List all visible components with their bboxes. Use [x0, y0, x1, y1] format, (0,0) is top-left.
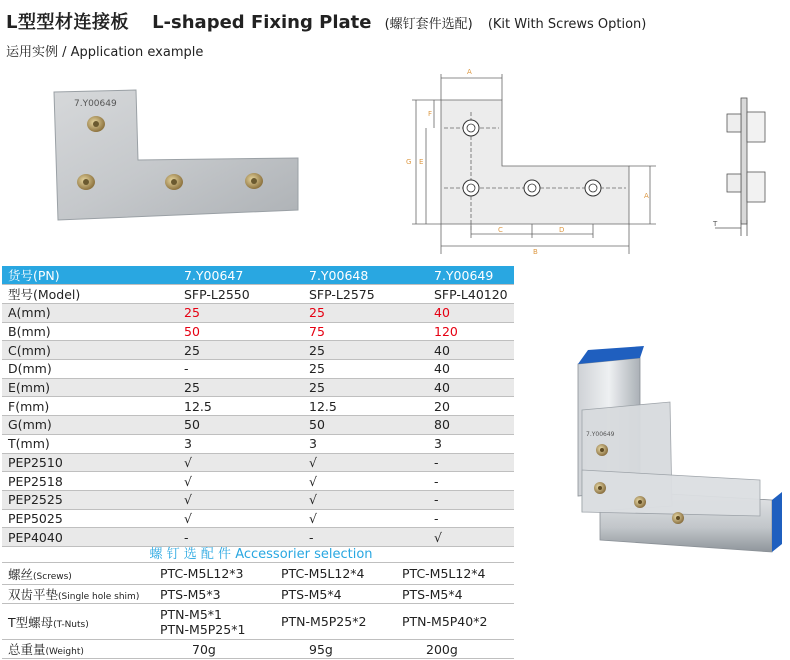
table-cell: 25 [263, 341, 388, 360]
side-view-drawing [705, 92, 780, 242]
table-cell: PTN-M5P25*2 [273, 604, 394, 640]
table-cell: - [388, 509, 514, 528]
screw-icon [594, 482, 606, 494]
table-cell: PTS-M5*4 [273, 585, 394, 604]
row-label [2, 640, 152, 659]
accessories-title: 螺 钉 选 配 件 Accessorier selection [2, 543, 514, 563]
table-cell: √ [138, 509, 263, 528]
application-marking-text: 7.Y00649 [586, 431, 615, 438]
table-cell: 20 [388, 397, 514, 416]
table-cell: √ [263, 453, 388, 472]
table-cell: PTN-M5P40*2 [394, 604, 514, 640]
row-label-cn: T型螺母 [8, 614, 54, 630]
column-header: 7.Y00648 [263, 266, 388, 285]
table-cell: 50 [263, 416, 388, 435]
table-cell: 70g [152, 640, 273, 659]
row-label: T(mm) [2, 434, 138, 453]
row-label-cn: 总重量 [8, 642, 46, 657]
row-label-cn: 双齿平垫 [8, 587, 59, 602]
table-row [2, 378, 514, 397]
table-row [2, 285, 514, 304]
row-label [2, 585, 152, 604]
table-cell: 25 [263, 378, 388, 397]
table-row [2, 453, 514, 472]
dim-label-a-side: A [644, 192, 649, 200]
table-cell: 3 [388, 434, 514, 453]
table-cell: - [388, 472, 514, 491]
table-row [2, 490, 514, 509]
row-label: PEP5025 [2, 509, 138, 528]
accessories-table [2, 543, 514, 659]
hole-icon [463, 180, 479, 196]
application-label: 运用实例 / Application example [6, 45, 204, 60]
column-header: 7.Y00647 [138, 266, 263, 285]
table-cell: - [138, 360, 263, 379]
dim-label-d: D [559, 226, 565, 234]
table-cell: - [263, 528, 388, 547]
table-row [2, 604, 514, 640]
row-label-en: (T-Nuts) [53, 619, 89, 630]
table-cell: √ [138, 490, 263, 509]
row-label: D(mm) [2, 360, 138, 379]
table-row [2, 640, 514, 659]
table-row [2, 585, 514, 604]
screw-icon [672, 512, 684, 524]
table-cell: 40 [388, 378, 514, 397]
table-cell: 25 [138, 378, 263, 397]
subtitle-en: (Kit With Screws Option) [487, 17, 647, 32]
table-cell: 25 [138, 304, 263, 323]
row-label: G(mm) [2, 416, 138, 435]
table-cell: √ [263, 509, 388, 528]
hole-icon [585, 180, 601, 196]
table-cell: √ [138, 472, 263, 491]
dim-label-c: C [498, 226, 503, 234]
dim-label-b: B [533, 248, 538, 256]
table-row [2, 563, 514, 585]
table-cell: 40 [388, 341, 514, 360]
cell-line: PTN-M5P25*1 [160, 621, 246, 637]
table-cell: √ [138, 453, 263, 472]
dim-label-a-top: A [467, 68, 472, 76]
table-cell: 80 [388, 416, 514, 435]
row-label: B(mm) [2, 322, 138, 341]
screw-icon [245, 173, 263, 189]
table-cell: 3 [138, 434, 263, 453]
table-cell: SFP-L2575 [263, 285, 388, 304]
table-row [2, 341, 514, 360]
row-label: PEP2525 [2, 490, 138, 509]
application-photo [560, 340, 785, 562]
table-cell: √ [388, 528, 514, 547]
part-marking-text: 7.Y00649 [74, 99, 117, 109]
dimension-drawing [404, 60, 664, 260]
screw-icon [596, 444, 608, 456]
table-row [2, 304, 514, 323]
dim-label-t: T [713, 220, 718, 228]
table-row [2, 416, 514, 435]
table-row [2, 472, 514, 491]
table-cell: 50 [138, 322, 263, 341]
table-row [2, 397, 514, 416]
table-cell: √ [263, 472, 388, 491]
row-label: A(mm) [2, 304, 138, 323]
table-row [2, 509, 514, 528]
table-cell: 120 [388, 322, 514, 341]
table-row [2, 322, 514, 341]
row-label: E(mm) [2, 378, 138, 397]
screw-icon [165, 174, 183, 190]
table-cell: 40 [388, 304, 514, 323]
row-label: PEP4040 [2, 528, 138, 547]
subtitle-cn: (螺钉套件选配) [384, 17, 473, 32]
table-cell: PTC-M5L12*4 [394, 563, 514, 585]
table-cell: 25 [138, 341, 263, 360]
table-cell: 75 [263, 322, 388, 341]
table-row [2, 434, 514, 453]
dim-label-e: E [419, 158, 424, 166]
row-label [2, 604, 152, 640]
row-label-cn: 螺丝 [8, 566, 34, 582]
page-title [6, 8, 646, 34]
dim-label-f: F [428, 110, 433, 118]
table-cell: PTS-M5*3 [152, 585, 273, 604]
table-cell: PTC-M5L12*3 [152, 563, 273, 585]
table-cell: SFP-L40120 [388, 285, 514, 304]
table-cell: - [388, 490, 514, 509]
table-cell: 25 [263, 360, 388, 379]
table-cell: - [138, 528, 263, 547]
table-cell: 95g [273, 640, 394, 659]
cell-line: PTN-M5*1 [160, 606, 222, 622]
column-header: 7.Y00649 [388, 266, 514, 285]
row-label-en: (Single hole shim) [58, 592, 140, 602]
screw-icon [634, 496, 646, 508]
table-cell: √ [263, 490, 388, 509]
product-photo [48, 88, 308, 224]
row-label: F(mm) [2, 397, 138, 416]
table-cell: 12.5 [138, 397, 263, 416]
screw-icon [77, 174, 95, 190]
row-label: PEP2518 [2, 472, 138, 491]
table-cell [152, 604, 273, 640]
table-cell: 40 [388, 360, 514, 379]
table-cell: 50 [138, 416, 263, 435]
column-header: 货号(PN) [2, 266, 138, 285]
title-cn: L型型材连接板 [6, 12, 129, 33]
table-cell: 12.5 [263, 397, 388, 416]
spec-table [2, 266, 514, 547]
table-header-row [2, 266, 514, 285]
hole-icon [524, 180, 540, 196]
table-row [2, 360, 514, 379]
dim-label-g: G [406, 158, 412, 166]
table-cell: - [388, 453, 514, 472]
row-label-en: (Screws) [33, 571, 72, 582]
table-cell: 3 [263, 434, 388, 453]
table-cell: 200g [394, 640, 514, 659]
title-en: L-shaped Fixing Plate [152, 12, 372, 33]
row-label: C(mm) [2, 341, 138, 360]
hole-icon [463, 120, 479, 136]
row-label [2, 563, 152, 585]
table-cell: SFP-L2550 [138, 285, 263, 304]
row-label: PEP2510 [2, 453, 138, 472]
row-label-en: (Weight) [45, 647, 84, 657]
table-cell: PTS-M5*4 [394, 585, 514, 604]
table-cell: 25 [263, 304, 388, 323]
screw-icon [87, 116, 105, 132]
blue-cap-right [772, 492, 782, 552]
table-cell: PTC-M5L12*4 [273, 563, 394, 585]
row-label: 型号(Model) [2, 285, 138, 304]
